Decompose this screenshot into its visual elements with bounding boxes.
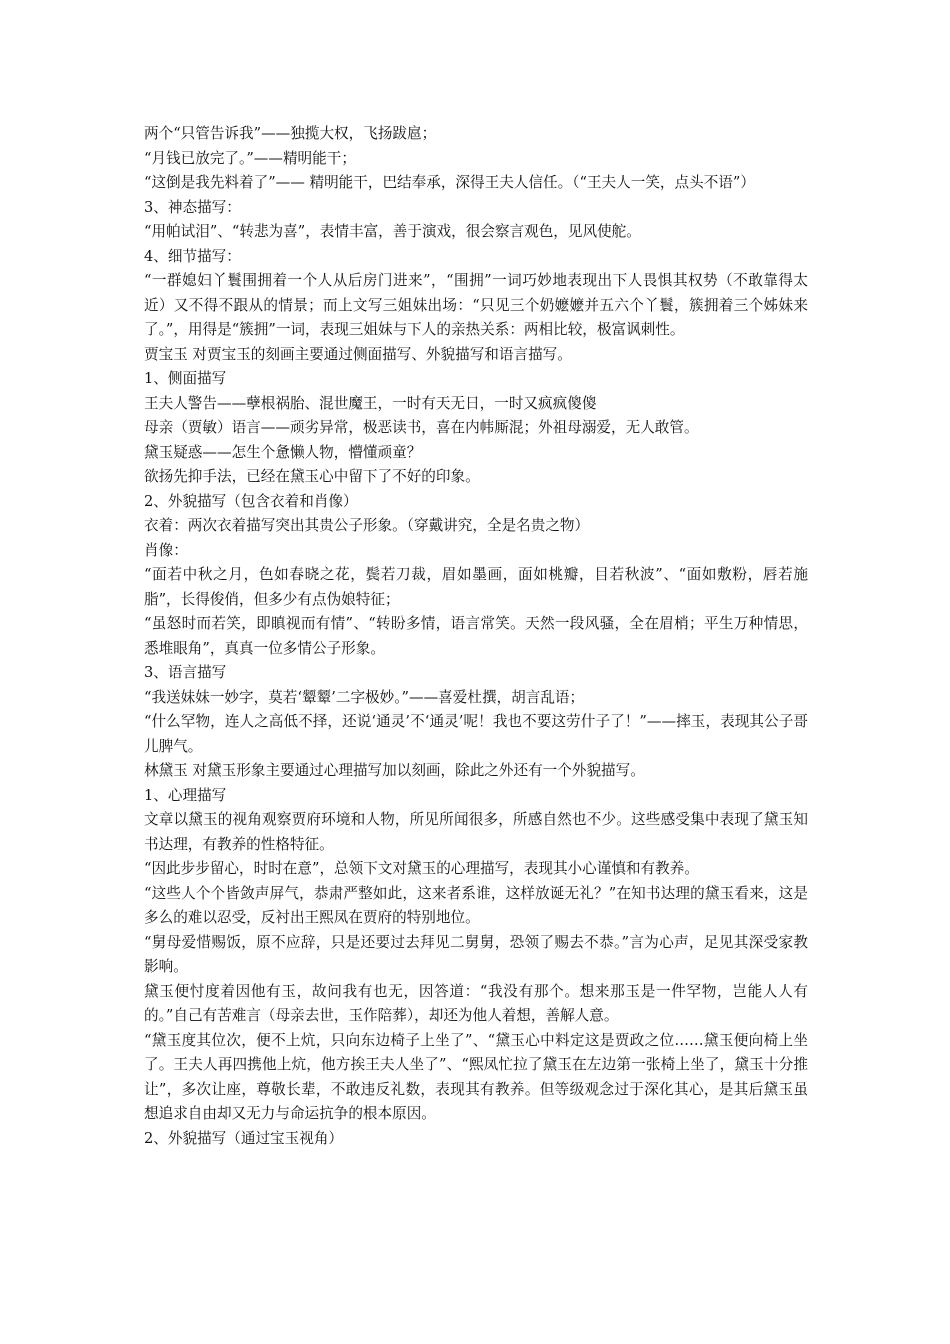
paragraph-1: 两个“只管告诉我”——独揽大权，飞扬跋扈； [144,125,437,142]
paragraph-13: 欲扬先抑手法，已经在黛玉心中留下了不好的印象。 [144,468,480,485]
paragraph-28: 黛玉便忖度着因他有玉，故问我有也无，因答道：“我没有那个。想来那玉是一件罕物，岂能人人有的。”自己有苦难言（母亲去世，玉作陪葬），却还为他人着想，善解人意。 [144,982,808,1024]
paragraph-21: “什么罕物，连人之高低不择，还说‘通灵’不‘通灵’呢！我也不要这劳什子了！”——摔玉，表现其公子哥儿脾气。 [144,713,808,755]
paragraph-16: 肖像： [144,541,188,559]
paragraph-5: “用帕试泪”、“转悲为喜”，表情丰富，善于演戏，很会察言观色，见风使舵。 [144,223,641,240]
heading-expression: 3、神态描写： [144,198,241,216]
paragraph-2: “月钱已放完了。”——精明能干； [144,149,356,167]
heading-side: 1、侧面描写 [144,370,227,387]
paragraph-3: “这倒是我先料着了”—— 精明能干，巴结奉承，深得王夫人信任。（“王夫人一笑，点头不语”） [144,174,755,191]
heading-detail: 4、细节描写： [144,247,241,265]
paragraph-7: “一群媳妇丫鬟围拥着一个人从后房门进来”，“围拥”一词巧妙地表现出下人畏惧其权势（不敢靠得太近）又不得不跟从的情景；而上文写三姐妹出场：“只见三个奶嬷嬷并五六个丫鬟，簇拥着三个姊妹来了。”，用得是“簇拥”一词，表现三姐妹与下人的亲热关系：两相比较，极富讽刺性。 [144,272,808,338]
heading-psychology: 1、心理描写 [144,786,227,804]
heading-appearance-2: 2、外貌描写（通过宝玉视角） [144,1129,344,1147]
paragraph-18: “虽怒时而若笑，即瞋视而有情”、“转盼多情，语言常笑。天然一段风骚，全在眉梢；平生万种情思，悉堆眼角”，真真一位多情公子形象。 [144,615,808,657]
paragraph-15: 衣着：两次衣着描写突出其贵公子形象。（穿戴讲究，全是名贵之物） [144,517,590,534]
heading-appearance: 2、外貌描写（包含衣着和肖像） [144,492,358,510]
paragraph-11: 母亲（贾敏）语言——顽劣异常，极恶读书，喜在内帏厮混；外祖母溺爱，无人敢管。 [144,419,699,436]
paragraph-24: 文章以黛玉的视角观察贾府环境和人物，所见所闻很多，所感自然也不少。这些感受集中表现了黛玉知书达理，有教养的性格特征。 [144,811,808,853]
paragraph-29: “黛玉度其位次，便不上炕，只向东边椅子上坐了”、“黛玉心中料定这是贾政之位……黛玉便向椅上坐了。王夫人再四携他上炕，他方挨王夫人坐了”、“熙凤忙拉了黛玉在左边第一张椅上坐了，黛玉十分推让”，多次让座，尊敬长辈，不敢违反礼数，表现其有教养。但等级观念过于深化其心，是其后黛玉虽想追求自由却又无力与命运抗争的根本原因。 [144,1031,808,1122]
heading-language: 3、语言描写 [144,664,227,681]
document-page [144,122,808,1151]
paragraph-17: “面若中秋之月，色如春晓之花，鬓若刀裁，眉如墨画，面如桃瓣，目若秋波”、“面如敷粉，唇若施脂”，长得俊俏，但多少有点伪娘特征； [144,566,808,608]
paragraph-12: 黛玉疑惑——怎生个惫懒人物，懵懂顽童？ [144,443,422,461]
section-daiyu: 林黛玉 对黛玉形象主要通过心理描写加以刻画，除此之外还有一个外貌描写。 [144,762,645,779]
paragraph-27: “舅母爱惜赐饭，原不应辞，只是还要过去拜见二舅舅，恐领了赐去不恭。”言为心声，足见其深受家教影响。 [144,933,808,975]
section-baoyu: 贾宝玉 对贾宝玉的刻画主要通过侧面描写、外貌描写和语言描写。 [144,345,572,363]
paragraph-26: “这些人个个皆敛声屏气，恭肃严整如此，这来者系谁，这样放诞无礼？”在知书达理的黛玉看来，这是多么的难以忍受，反衬出王熙凤在贾府的特别地位。 [144,884,808,926]
paragraph-10: 王夫人警告——孽根祸胎、混世魔王，一时有天无日，一时又疯疯傻傻 [144,394,597,412]
paragraph-25: “因此步步留心，时时在意”，总领下文对黛玉的心理描写，表现其小心谨慎和有教养。 [144,860,699,877]
paragraph-20: “我送妹妹一妙字，莫若‘颦颦’二字极妙。”——喜爱杜撰，胡言乱语； [144,688,585,706]
